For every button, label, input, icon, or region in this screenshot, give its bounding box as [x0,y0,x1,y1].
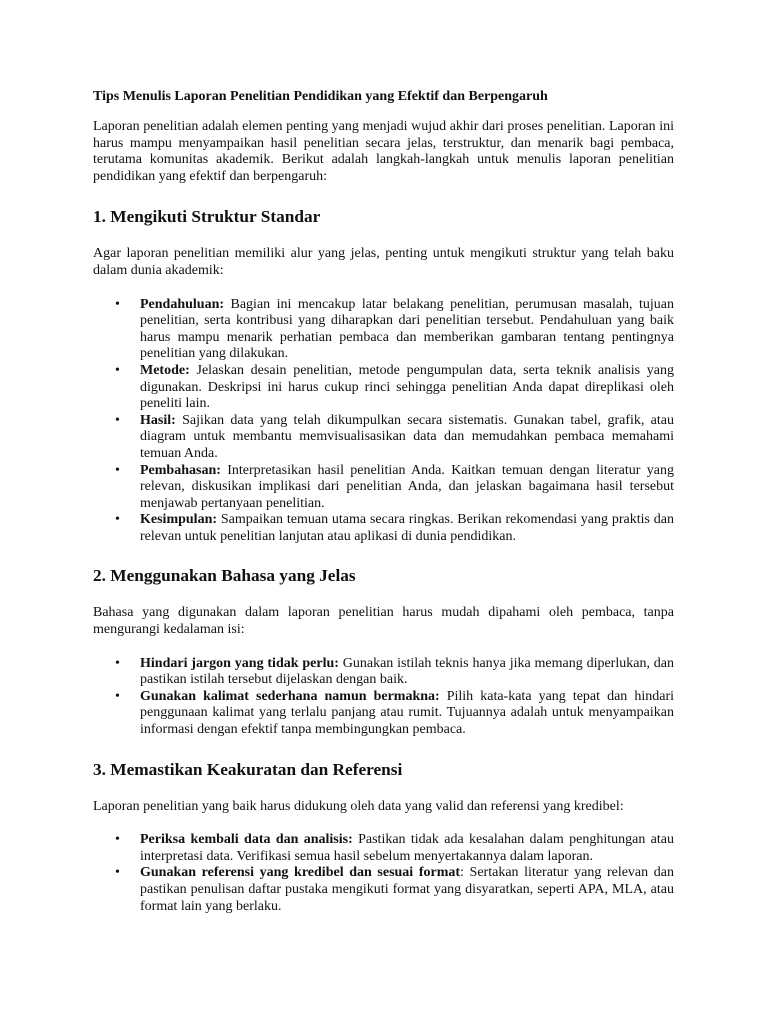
list-item-term: Gunakan kalimat sederhana namun bermakna: [140,688,440,704]
list-item-pendahuluan [93,297,674,363]
list-item-text: Pastikan tidak ada kesalahan dalam penghitungan atau interpretasi data. Verifikasi semua hasil sebelum menyertakannya dalam laporan. [140,832,674,864]
list-item-text: Gunakan istilah teknis hanya jika memang diperlukan, dan pastikan istilah tersebut dijelaskan dengan baik. [140,655,674,688]
document-page [93,88,674,915]
section-2-intro: Bahasa yang digunakan dalam laporan penelitian harus mudah dipahami oleh pembaca, tanpa mengurangi kedalaman isi: [93,605,674,638]
section-1-heading: 1. Mengikuti Struktur Standar [93,207,321,227]
list-item-text: Sampaikan temuan utama secara ringkas. Berikan rekomendasi yang praktis dan relevan untuk penelitian lanjutan atau aplikasi di dunia pendidikan. [140,512,674,544]
list-item-pembahasan [93,463,674,513]
bullet-icon: • [115,296,120,312]
list-item-term: Hindari jargon yang tidak perlu: [140,655,339,671]
section-3-list [93,832,674,915]
section-1-list [93,297,674,546]
list-item-text: : Sertakan literatur yang relevan dan pastikan penulisan daftar pustaka mengikuti format yang disyaratkan, seperti APA, MLA, atau format lain yang berlaku. [140,865,674,914]
list-item-kesimpulan [93,512,674,545]
section-3-heading: 3. Memastikan Keakuratan dan Referensi [93,759,403,779]
section-2-heading: 2. Menggunakan Bahasa yang Jelas [93,566,356,586]
bullet-icon: • [115,362,120,378]
list-item-text: Bagian ini mencakup latar belakang penelitian, perumusan masalah, tujuan penelitian, serta kontribusi yang diharapkan dari penelitian tersebut. Pendahuluan yang baik harus mampu menarik perhatian pembaca dan memberikan gambaran tentang pentingnya penelitian yang dilakukan. [140,296,674,362]
list-item-term: Pendahuluan: [140,296,225,312]
list-item-term: Gunakan referensi yang kredibel dan sesuai format [140,865,461,881]
list-item-periksa-data [93,832,674,865]
list-item-text: Pilih kata-kata yang tepat dan hindari penggunaan kalimat yang terlalu panjang atau rumit. Tujuannya adalah untuk menyampaikan informasi dengan efektif tanpa membingungkan pembaca. [140,688,674,738]
list-item-text: Sajikan data yang telah dikumpulkan secara sistematis. Gunakan tabel, grafik, atau diagram untuk membantu memvisualisasikan data dan memudahkan pembaca memahami temuan Anda. [140,412,674,461]
list-item-hasil [93,413,674,463]
list-item-term: Hasil: [140,412,176,428]
bullet-icon: • [115,832,120,848]
section-2-list [93,656,674,739]
list-item-text: Interpretasikan hasil penelitian Anda. Kaitkan temuan dengan literatur yang relevan, diskusikan implikasi dari penelitian Anda, dan jelaskan bagaimana hasil tersebut menjawab pertanyaan penelitian. [140,462,674,511]
intro-paragraph: Laporan penelitian adalah elemen penting yang menjadi wujud akhir dari proses penelitian. Laporan ini harus mampu menyampaikan hasil penelitian secara jelas, terstruktur, dan menarik bagi pembaca, terutama komunitas akademik. Berikut adalah langkah-langkah untuk menulis laporan penelitian pendidikan yang efektif dan berpengaruh: [93,119,674,184]
bullet-icon: • [115,462,120,478]
list-item-referensi [93,865,674,915]
list-item-term: Periksa kembali data dan analisis: [140,832,353,848]
list-item-kalimat-sederhana [93,689,674,739]
bullet-icon: • [115,512,120,528]
section-3-intro: Laporan penelitian yang baik harus didukung oleh data yang valid dan referensi yang kredibel: [93,798,624,814]
list-item-term: Pembahasan: [140,462,221,478]
document-title: Tips Menulis Laporan Penelitian Pendidikan yang Efektif dan Berpengaruh [93,89,548,104]
bullet-icon: • [115,655,120,671]
bullet-icon: • [115,688,120,704]
list-item-term: Metode: [140,362,190,378]
list-item-text: Jelaskan desain penelitian, metode pengumpulan data, serta teknik analisis yang digunakan. Deskripsi ini harus cukup rinci sehingga penelitian Anda dapat direplikasi oleh peneliti lain. [140,362,674,412]
bullet-icon: • [115,412,120,428]
bullet-icon: • [115,865,120,881]
list-item-hindari-jargon [93,656,674,689]
list-item-term: Kesimpulan: [140,512,218,528]
list-item-metode [93,363,674,413]
section-1-intro: Agar laporan penelitian memiliki alur yang jelas, penting untuk mengikuti struktur yang telah baku dalam dunia akademik: [93,246,674,278]
